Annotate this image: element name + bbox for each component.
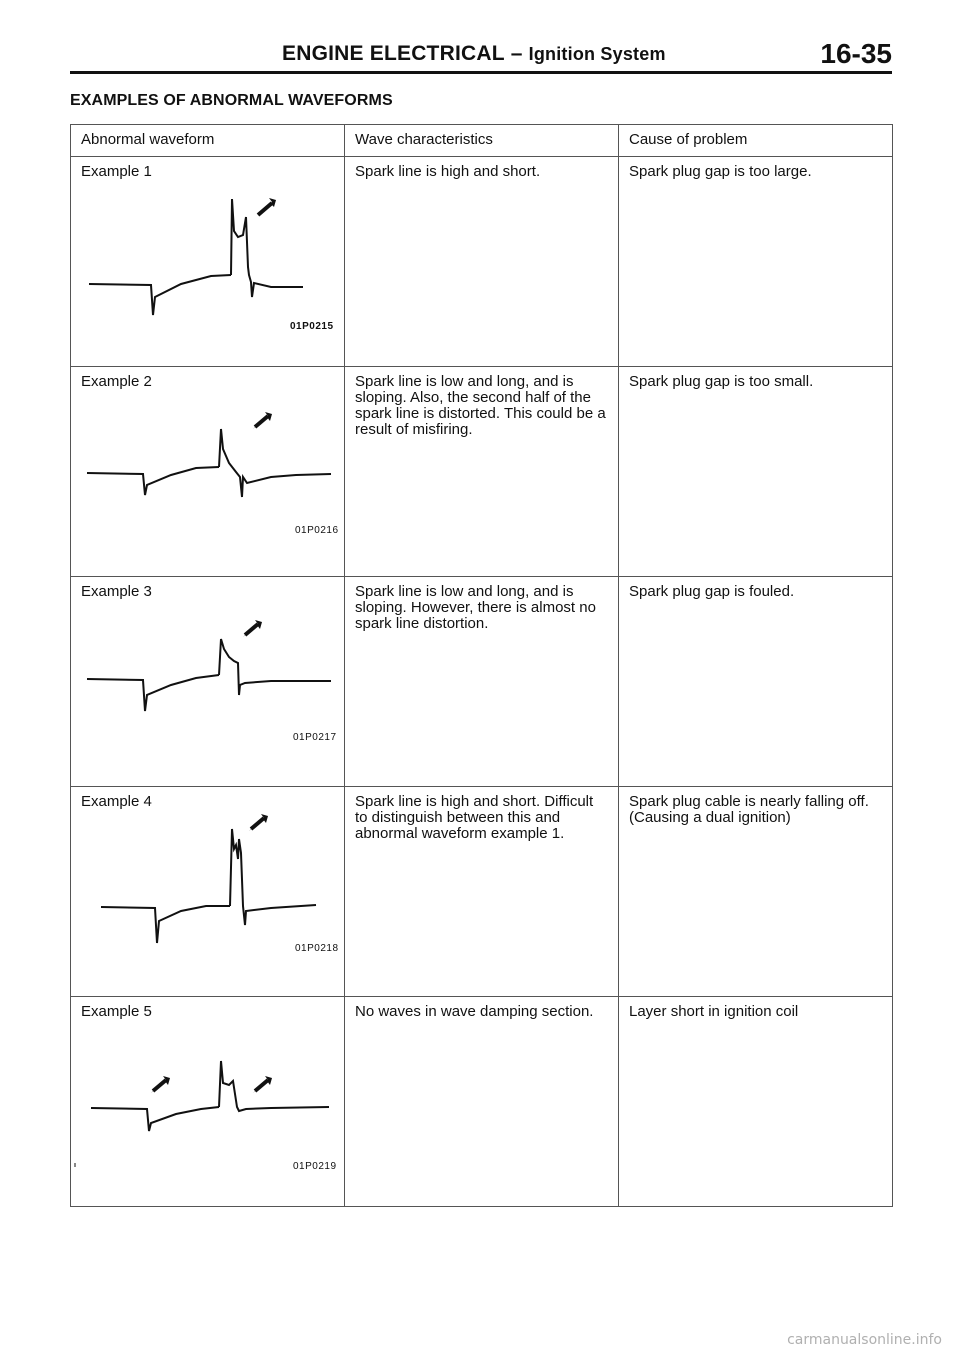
example-label: Example 2 — [81, 373, 152, 390]
figure-code: 01P0216 — [295, 525, 339, 536]
wave-characteristics: No waves in wave damping section. — [345, 997, 619, 1207]
page-number: 16-35 — [820, 38, 892, 69]
header-title-dash: – — [510, 42, 523, 65]
column-header-waveform: Abnormal waveform — [71, 125, 345, 157]
waveform-figure-1 — [71, 157, 345, 367]
figure-code: 01P0215 — [290, 321, 334, 332]
waveform-figure-2 — [71, 367, 345, 577]
example-label: Example 5 — [81, 1003, 152, 1020]
waveform-figure-5 — [71, 997, 345, 1207]
header-rule — [70, 71, 892, 74]
header-title — [282, 42, 666, 66]
waveform-cell — [71, 577, 345, 787]
page-header — [70, 38, 892, 74]
wave-characteristics: Spark line is low and long, and is sloping. Also, the second half of the spark line is distorted. This could be a result of misfiring. — [345, 367, 619, 577]
table-row — [71, 367, 893, 577]
wave-characteristics: Spark line is high and short. Difficult to distinguish between this and abnormal waveform example 1. — [345, 787, 619, 997]
figure-code: 01P0217 — [293, 732, 337, 743]
table-row — [71, 997, 893, 1207]
waveform-cell — [71, 157, 345, 367]
table-row — [71, 157, 893, 367]
example-label: Example 1 — [81, 163, 152, 180]
waveform-cell — [71, 787, 345, 997]
header-title-main: ENGINE ELECTRICAL — [282, 42, 505, 65]
table-header-row — [71, 125, 893, 157]
watermark-text: carmanualsonline.info — [787, 1332, 942, 1348]
waveform-figure-4 — [71, 787, 345, 997]
column-header-cause: Cause of problem — [619, 125, 893, 157]
column-header-characteristics: Wave characteristics — [345, 125, 619, 157]
example-label: Example 4 — [81, 793, 152, 810]
abnormal-waveforms-table — [70, 124, 893, 1207]
figure-code: 01P0218 — [295, 943, 339, 954]
waveform-cell — [71, 997, 345, 1207]
cause-of-problem: Layer short in ignition coil — [619, 997, 893, 1207]
cause-of-problem: Spark plug gap is too large. — [619, 157, 893, 367]
cause-of-problem: Spark plug gap is fouled. — [619, 577, 893, 787]
section-title: EXAMPLES OF ABNORMAL WAVEFORMS — [70, 92, 393, 109]
table-row — [71, 787, 893, 997]
waveform-cell — [71, 367, 345, 577]
cause-of-problem: Spark plug gap is too small. — [619, 367, 893, 577]
example-label: Example 3 — [81, 583, 152, 600]
cause-of-problem: Spark plug cable is nearly falling off. (Causing a dual ignition) — [619, 787, 893, 997]
wave-characteristics: Spark line is low and long, and is sloping. However, there is almost no spark line distortion. — [345, 577, 619, 787]
table-row — [71, 577, 893, 787]
waveform-figure-3 — [71, 577, 345, 787]
header-title-sub: Ignition System — [528, 44, 666, 64]
figure-code: 01P0219 — [293, 1161, 337, 1172]
wave-characteristics: Spark line is high and short. — [345, 157, 619, 367]
